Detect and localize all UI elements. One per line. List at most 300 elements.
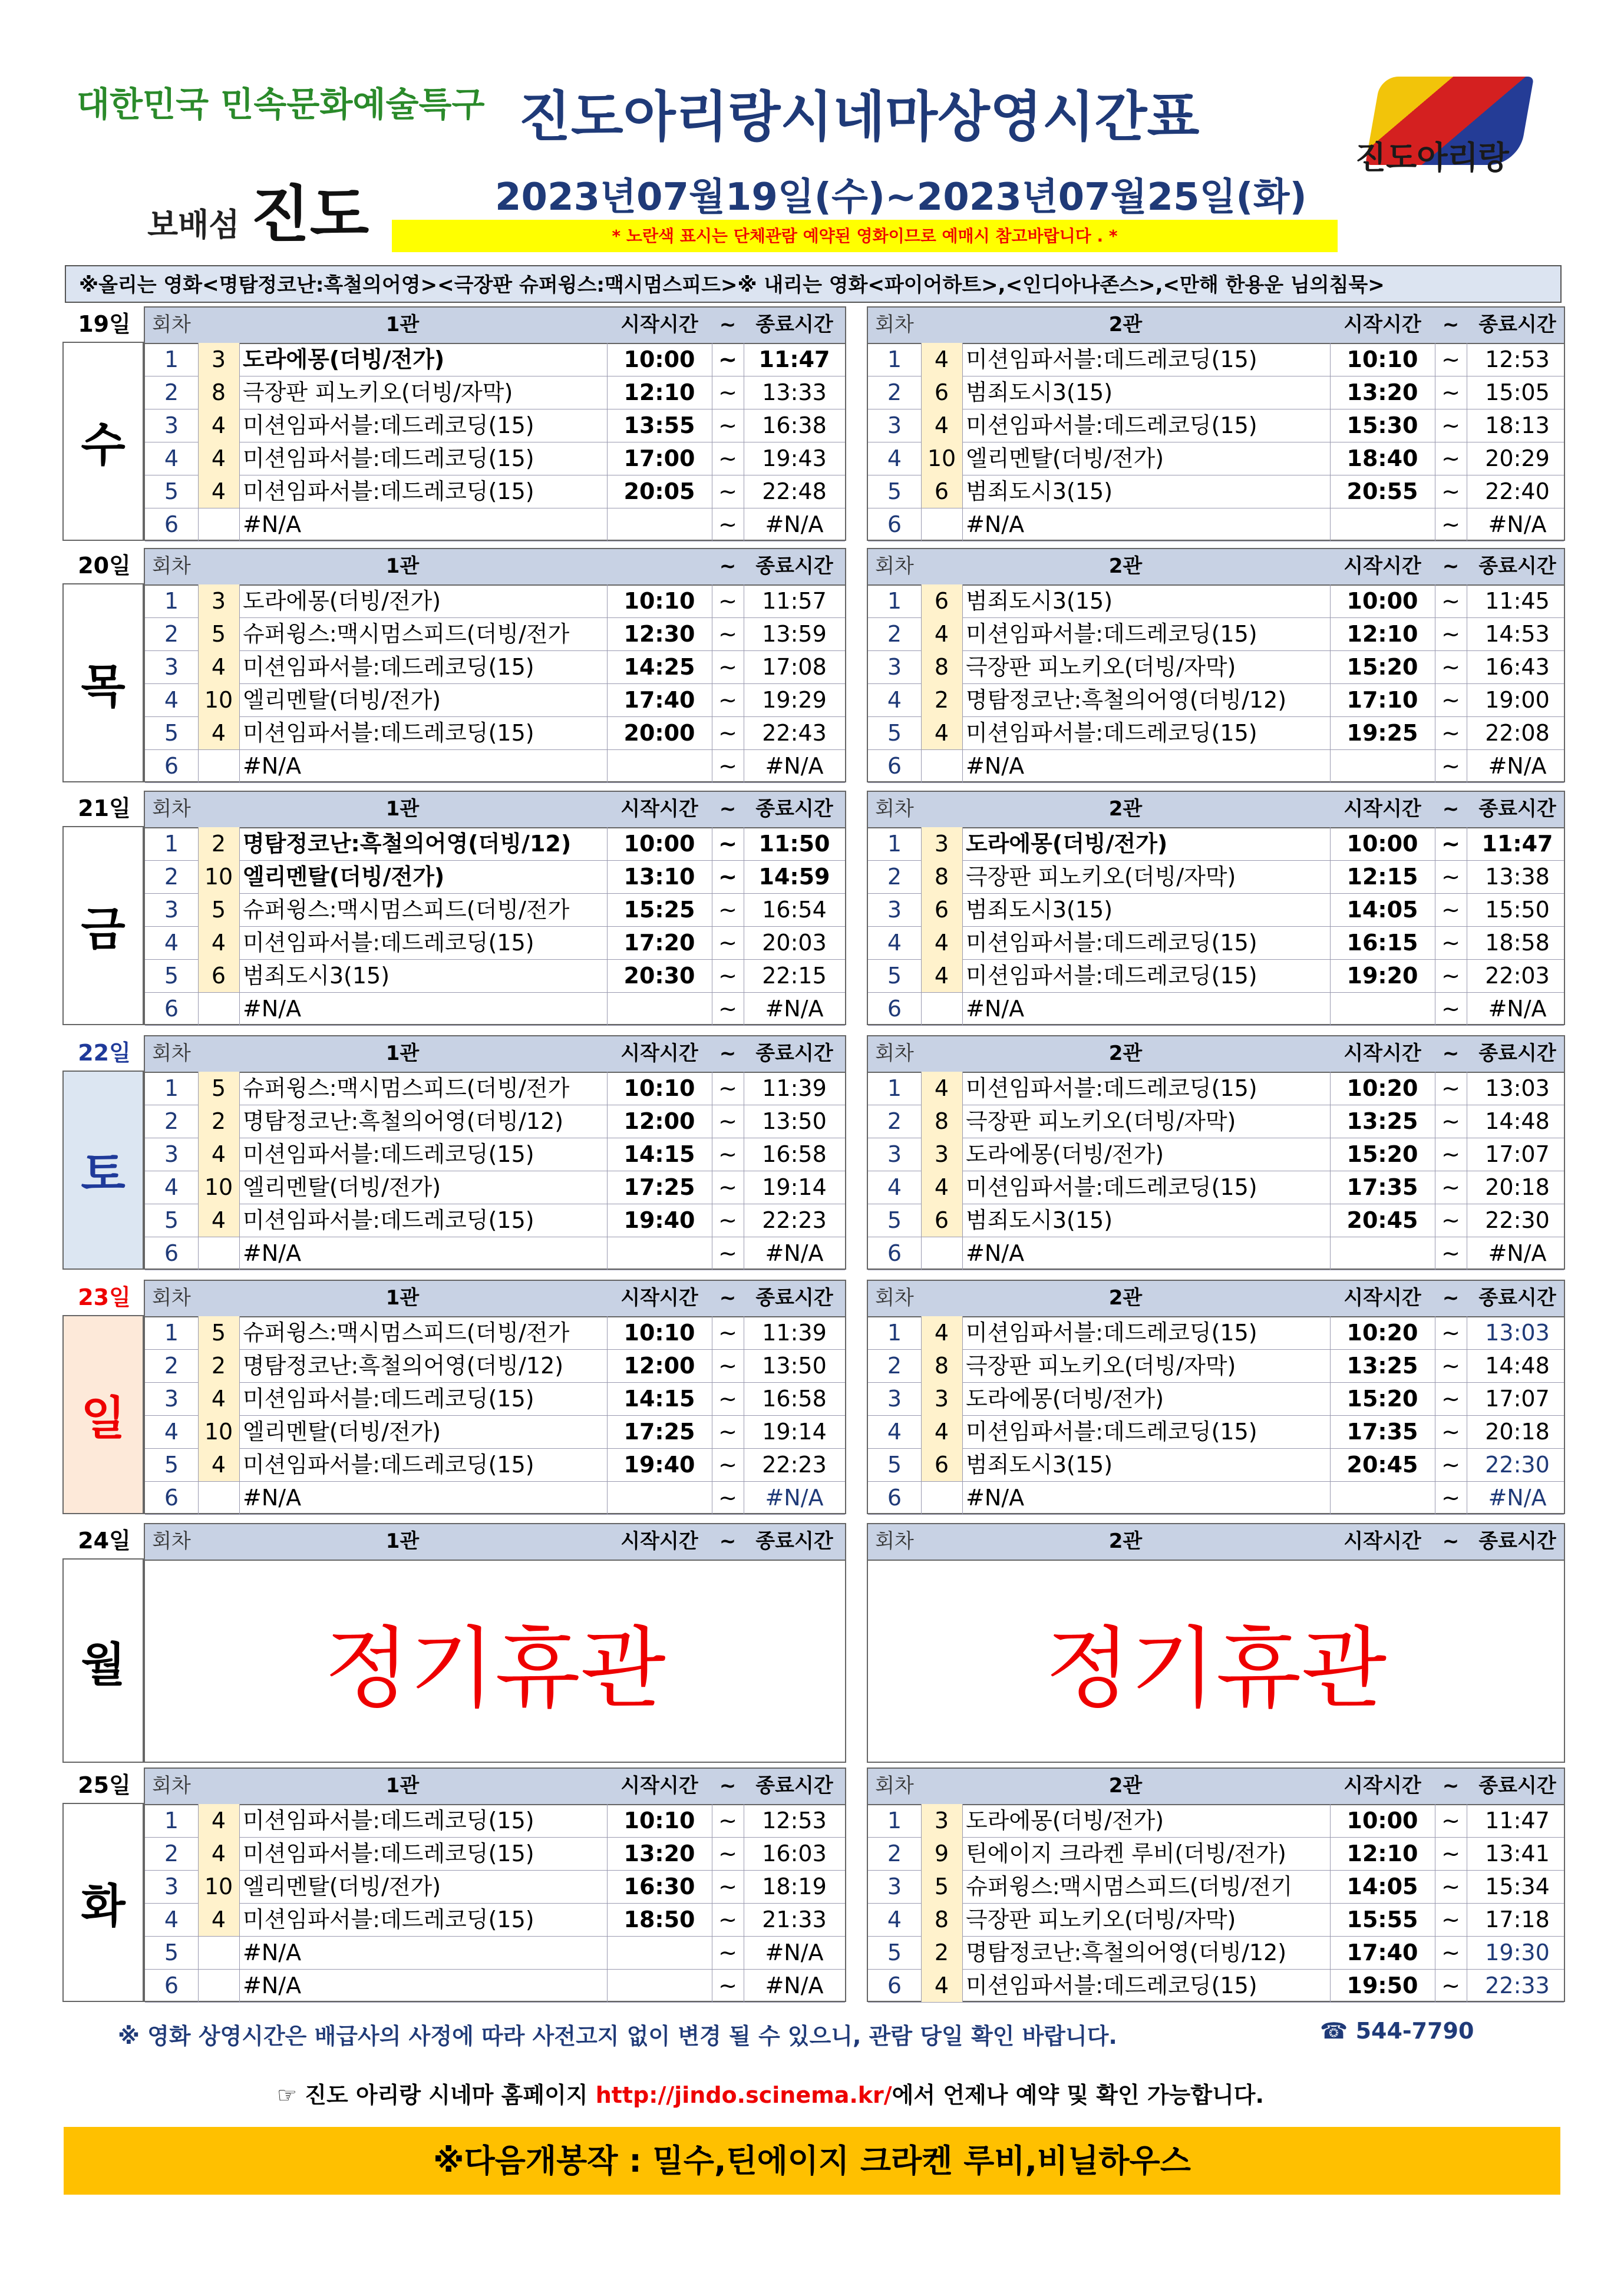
showtime-row[interactable]	[868, 1171, 1564, 1204]
start-time: 19:40	[623, 1452, 695, 1478]
start-time: 13:20	[623, 1841, 695, 1866]
start-time: 17:25	[623, 1174, 695, 1200]
cell-divider	[1330, 508, 1331, 541]
cell-divider	[239, 716, 240, 749]
cell-divider	[921, 860, 922, 893]
showtime-row[interactable]	[868, 343, 1564, 376]
cell-divider	[239, 650, 240, 683]
cell-divider	[921, 1105, 922, 1138]
showtime-row[interactable]	[868, 683, 1564, 717]
showtime-row[interactable]	[868, 1870, 1564, 1904]
start-time: 19:25	[1346, 720, 1418, 746]
regular-closure-text: 정기휴관	[324, 1617, 666, 1720]
column-tilde: ~	[719, 797, 737, 821]
time-separator: ~	[1441, 478, 1460, 504]
hall-header-row	[868, 1769, 1564, 1805]
end-time: #N/A	[1488, 1240, 1547, 1266]
hall-header-row	[868, 549, 1564, 586]
cell-divider	[239, 1804, 240, 1837]
end-time: 14:59	[758, 864, 830, 890]
cell-divider	[921, 1481, 922, 1514]
showtime-row[interactable]	[868, 1481, 1564, 1515]
end-time: 19:29	[762, 687, 827, 713]
round-number: 3	[164, 412, 179, 438]
cell-divider	[962, 409, 963, 442]
movie-title: 틴에이지 크라켄 루비(더빙/전가)	[966, 1841, 1286, 1866]
end-time: #N/A	[765, 1240, 824, 1266]
round-number: 2	[164, 379, 179, 405]
movie-title: 미션임파서블:데드레코딩(15)	[243, 1141, 534, 1167]
cell-divider	[1330, 749, 1331, 782]
round-number: 3	[887, 412, 902, 438]
round-number: 6	[164, 753, 179, 779]
showtime-row[interactable]	[145, 1415, 845, 1449]
showtime-row[interactable]	[145, 1382, 845, 1416]
column-start: 시작시간	[1344, 797, 1421, 821]
cell-divider	[198, 1448, 199, 1481]
showtime-row[interactable]	[145, 475, 845, 508]
screen-number: 6	[198, 959, 239, 992]
column-start: 시작시간	[620, 797, 698, 821]
time-separator: ~	[1441, 1808, 1460, 1834]
cell-divider	[1330, 893, 1331, 926]
cell-divider	[962, 442, 963, 475]
column-round: 회차	[152, 797, 191, 821]
screen-number: 4	[198, 409, 239, 442]
showtime-row[interactable]	[868, 1448, 1564, 1482]
round-number: 5	[887, 1940, 902, 1965]
cell-divider	[962, 683, 963, 716]
showtime-row[interactable]	[145, 683, 845, 717]
round-number: 5	[164, 720, 179, 746]
start-time: 20:00	[623, 720, 695, 746]
showtime-row[interactable]	[868, 442, 1564, 475]
showtime-row[interactable]	[868, 617, 1564, 651]
cell-divider	[962, 749, 963, 782]
time-separator: ~	[718, 1485, 737, 1511]
cell-divider	[1330, 1072, 1331, 1105]
cell-divider	[198, 926, 199, 959]
cell-divider	[198, 1171, 199, 1204]
screen-number	[198, 1936, 239, 1969]
showtime-row[interactable]	[145, 827, 845, 861]
start-time: 12:00	[623, 1353, 695, 1379]
end-time: 17:07	[1485, 1141, 1550, 1167]
hall-name: 2관	[1108, 1042, 1143, 1065]
cell-divider	[198, 1138, 199, 1171]
screen-number: 8	[921, 860, 962, 893]
column-start: 시작시간	[1344, 1529, 1421, 1553]
showtime-row[interactable]	[145, 1969, 845, 2003]
end-time: 13:59	[762, 621, 827, 647]
showtime-row[interactable]	[868, 1382, 1564, 1416]
showtime-row[interactable]	[145, 409, 845, 442]
cell-divider	[607, 1349, 608, 1382]
time-separator: ~	[718, 1841, 737, 1866]
column-end: 종료시간	[1478, 1042, 1556, 1065]
start-time: 12:10	[1346, 1841, 1418, 1866]
column-end: 종료시간	[755, 1529, 833, 1553]
start-time: 15:55	[1346, 1907, 1418, 1932]
round-number: 4	[887, 930, 902, 956]
district-logo-small: 보배섬	[147, 206, 240, 243]
cell-divider	[962, 1903, 963, 1936]
showtime-row[interactable]	[868, 409, 1564, 442]
round-number: 1	[164, 1808, 179, 1834]
cell-divider	[921, 716, 922, 749]
cell-divider	[1330, 1204, 1331, 1237]
round-number: 4	[164, 1907, 179, 1932]
cell-divider	[921, 1237, 922, 1270]
end-time: 22:15	[762, 963, 827, 989]
cell-divider	[1330, 376, 1331, 409]
cell-divider	[607, 617, 608, 650]
movie-title: 슈퍼윙스:맥시멈스피드(더빙/전가	[243, 897, 570, 923]
cell-divider	[962, 650, 963, 683]
screen-number: 6	[921, 376, 962, 409]
cell-divider	[921, 617, 922, 650]
cell-divider	[962, 1481, 963, 1514]
homepage-suffix: 에서 언제나 예약 및 확인 가능합니다.	[892, 2082, 1264, 2108]
column-end: 종료시간	[1478, 797, 1556, 821]
showtime-row[interactable]	[868, 1105, 1564, 1138]
column-round: 회차	[875, 313, 914, 336]
showtime-row[interactable]	[145, 1448, 845, 1482]
cell-divider	[1330, 1105, 1331, 1138]
round-number: 4	[164, 1419, 179, 1445]
end-time: 16:54	[762, 897, 827, 923]
showtime-row[interactable]	[868, 749, 1564, 783]
showtime-row[interactable]	[868, 893, 1564, 927]
cell-divider	[1330, 650, 1331, 683]
showtime-row[interactable]	[145, 1171, 845, 1204]
showtime-row[interactable]	[145, 893, 845, 927]
cell-divider	[198, 409, 199, 442]
time-separator: ~	[1441, 1419, 1460, 1445]
cell-divider	[239, 893, 240, 926]
showtime-row[interactable]	[145, 1349, 845, 1383]
showtime-row[interactable]	[868, 1072, 1564, 1105]
showtime-row[interactable]	[868, 716, 1564, 750]
movie-title: 범죄도시3(15)	[966, 379, 1113, 405]
showtime-row[interactable]	[868, 992, 1564, 1026]
end-time: 13:03	[1485, 1075, 1550, 1101]
showtime-row[interactable]	[145, 1481, 845, 1515]
column-start	[607, 549, 712, 583]
round-number: 2	[887, 1841, 902, 1866]
start-time: 15:30	[1346, 412, 1418, 438]
round-number: 6	[887, 1973, 902, 1998]
showtime-row[interactable]	[868, 1138, 1564, 1171]
showtime-row[interactable]	[145, 343, 845, 376]
showtime-row[interactable]	[145, 716, 845, 750]
showtime-row[interactable]	[145, 1237, 845, 1270]
start-time: 10:10	[623, 1808, 695, 1834]
round-number: 4	[164, 1174, 179, 1200]
round-number: 6	[887, 511, 902, 537]
time-separator: ~	[1441, 1485, 1460, 1511]
cell-divider	[198, 1072, 199, 1105]
start-time	[1330, 749, 1435, 782]
cell-divider	[198, 617, 199, 650]
cell-divider	[921, 827, 922, 860]
showtime-row[interactable]	[145, 1204, 845, 1237]
end-time: 11:39	[762, 1320, 827, 1346]
showtime-row[interactable]	[145, 992, 845, 1026]
page-title: 진도아리랑시네마상영시간표	[519, 85, 1200, 148]
round-number: 3	[887, 654, 902, 680]
cell-divider	[607, 343, 608, 376]
end-time: 20:29	[1485, 445, 1550, 471]
movie-title: #N/A	[966, 1240, 1025, 1266]
cell-divider	[607, 1448, 608, 1481]
showtime-row[interactable]	[145, 1870, 845, 1904]
start-time: 10:00	[623, 346, 695, 372]
showtime-row[interactable]	[868, 1237, 1564, 1270]
end-time: #N/A	[765, 511, 824, 537]
movie-title: 엘리멘탈(더빙/전가)	[243, 687, 441, 713]
showtime-row[interactable]	[145, 650, 845, 684]
movie-title: 미션임파서블:데드레코딩(15)	[966, 412, 1257, 438]
showtime-row[interactable]	[868, 860, 1564, 894]
showtime-row[interactable]	[145, 959, 845, 993]
cell-divider	[1330, 926, 1331, 959]
column-round: 회차	[875, 554, 914, 578]
cell-divider	[239, 1870, 240, 1903]
start-time: 15:20	[1346, 1141, 1418, 1167]
movie-title: 미션임파서블:데드레코딩(15)	[243, 930, 534, 956]
time-separator: ~	[718, 1874, 737, 1899]
time-separator: ~	[718, 963, 737, 989]
time-separator: ~	[1441, 588, 1460, 614]
cell-divider	[198, 650, 199, 683]
movie-title: 극장판 피노키오(더빙/자막)	[966, 1353, 1236, 1379]
homepage-link[interactable]: http://jindo.scinema.kr/	[595, 2082, 892, 2108]
column-tilde: ~	[719, 1774, 737, 1798]
end-time: 22:03	[1485, 963, 1550, 989]
column-end: 종료시간	[1478, 1529, 1556, 1553]
column-start: 시작시간	[620, 1774, 698, 1798]
cell-divider	[921, 1936, 922, 1969]
cell-divider	[1330, 992, 1331, 1025]
cell-divider	[239, 1072, 240, 1105]
screen-number	[198, 1481, 239, 1514]
hall-name: 1관	[385, 1042, 420, 1065]
day-date-label: 22일	[78, 1040, 131, 1066]
showtime-row[interactable]	[145, 749, 845, 783]
cell-divider	[921, 1870, 922, 1903]
cell-divider	[962, 1382, 963, 1415]
showtime-row[interactable]	[868, 508, 1564, 541]
column-tilde: ~	[1442, 554, 1460, 578]
hall-header-row	[868, 1524, 1564, 1561]
cell-divider	[1330, 1903, 1331, 1936]
showtime-row[interactable]	[868, 1969, 1564, 2003]
screen-number: 2	[198, 827, 239, 860]
movie-title: #N/A	[243, 753, 302, 779]
cell-divider	[198, 1316, 199, 1349]
time-separator: ~	[1441, 654, 1460, 680]
start-time: 20:55	[1346, 478, 1418, 504]
start-time: 12:30	[623, 621, 695, 647]
movie-title: 도라에몽(더빙/전가)	[966, 1386, 1164, 1412]
end-time: 16:43	[1485, 654, 1550, 680]
start-time: 19:40	[623, 1207, 695, 1233]
round-number: 4	[887, 1907, 902, 1932]
showtime-row[interactable]	[868, 1349, 1564, 1383]
end-time: 18:19	[762, 1874, 827, 1899]
screen-number: 4	[921, 716, 962, 749]
round-number: 2	[164, 1353, 179, 1379]
cell-divider	[921, 683, 922, 716]
start-time	[607, 1969, 712, 2002]
cell-divider	[607, 992, 608, 1025]
cell-divider	[239, 1903, 240, 1936]
column-start: 시작시간	[620, 1286, 698, 1310]
showtime-row[interactable]	[145, 860, 845, 894]
showtime-row[interactable]	[145, 1936, 845, 1970]
cell-divider	[921, 1448, 922, 1481]
screen-number: 10	[198, 1870, 239, 1903]
screen-number: 4	[921, 1969, 962, 2002]
showtime-row[interactable]	[868, 827, 1564, 861]
movie-title: 미션임파서블:데드레코딩(15)	[243, 1907, 534, 1932]
cell-divider	[962, 1870, 963, 1903]
column-start: 시작시간	[1344, 313, 1421, 336]
start-time: 15:20	[1346, 1386, 1418, 1412]
time-separator: ~	[1441, 1973, 1460, 1998]
cell-divider	[607, 584, 608, 617]
showtime-row[interactable]	[868, 1903, 1564, 1937]
showtime-row[interactable]	[145, 442, 845, 475]
cell-divider	[239, 475, 240, 508]
cell-divider	[239, 1204, 240, 1237]
round-number: 2	[887, 379, 902, 405]
hall-header-row	[145, 1769, 845, 1805]
cell-divider	[962, 617, 963, 650]
screen-number: 4	[921, 959, 962, 992]
showtime-row[interactable]	[145, 1316, 845, 1350]
cell-divider	[607, 827, 608, 860]
showtime-row[interactable]	[868, 584, 1564, 618]
start-time: 10:10	[623, 588, 695, 614]
movie-title: 미션임파서블:데드레코딩(15)	[966, 1075, 1257, 1101]
showtime-row[interactable]	[868, 376, 1564, 409]
column-start: 시작시간	[620, 1529, 698, 1553]
round-number: 5	[164, 963, 179, 989]
time-separator: ~	[718, 346, 737, 372]
column-end: 종료시간	[1478, 554, 1556, 578]
round-number: 1	[164, 588, 179, 614]
showtime-row[interactable]	[145, 1105, 845, 1138]
showtime-row[interactable]	[868, 1316, 1564, 1350]
showtime-row[interactable]	[868, 926, 1564, 960]
cell-divider	[1330, 1237, 1331, 1270]
weekday-label: 화	[62, 1803, 144, 2002]
round-number: 5	[887, 1452, 902, 1478]
cell-divider	[962, 1415, 963, 1448]
round-number: 2	[887, 864, 902, 890]
cell-divider	[607, 959, 608, 992]
showtime-row[interactable]	[145, 584, 845, 618]
time-separator: ~	[1441, 445, 1460, 471]
screen-number	[198, 992, 239, 1025]
hall-2-table	[867, 548, 1565, 782]
start-time: 12:10	[1346, 621, 1418, 647]
end-time: #N/A	[765, 753, 824, 779]
showtime-row[interactable]	[868, 1837, 1564, 1871]
showtime-row[interactable]	[145, 1138, 845, 1171]
time-separator: ~	[1441, 1240, 1460, 1266]
screen-number: 5	[198, 1072, 239, 1105]
start-time: 12:15	[1346, 864, 1418, 890]
showtime-row[interactable]	[868, 1804, 1564, 1838]
cell-divider	[1330, 1382, 1331, 1415]
showtime-row[interactable]	[868, 1415, 1564, 1449]
movie-title: 엘리멘탈(더빙/전가)	[243, 1419, 441, 1445]
showtime-row[interactable]	[145, 1804, 845, 1838]
district-logo-line1	[77, 77, 485, 126]
cell-divider	[607, 893, 608, 926]
showtime-row[interactable]	[868, 1204, 1564, 1237]
cell-divider	[239, 1969, 240, 2002]
time-separator: ~	[1441, 1320, 1460, 1346]
movie-title: 범죄도시3(15)	[966, 1207, 1113, 1233]
showtime-row[interactable]	[145, 1837, 845, 1871]
cell-divider	[239, 1936, 240, 1969]
round-number: 6	[164, 1240, 179, 1266]
round-number: 3	[164, 1141, 179, 1167]
showtime-row[interactable]	[145, 617, 845, 651]
hall-header-row	[868, 1036, 1564, 1073]
column-round: 회차	[152, 1286, 191, 1310]
showtime-row[interactable]	[868, 475, 1564, 508]
time-separator: ~	[1441, 1075, 1460, 1101]
showtime-row[interactable]	[868, 959, 1564, 993]
weekday-label: 수	[62, 342, 144, 541]
round-number: 2	[887, 621, 902, 647]
cell-divider	[921, 376, 922, 409]
showtime-row[interactable]	[868, 1936, 1564, 1970]
hall-1-table	[144, 791, 846, 1025]
round-number: 5	[164, 1940, 179, 1965]
hall-1-table	[144, 1768, 846, 2002]
cell-divider	[239, 1415, 240, 1448]
cell-divider	[962, 1204, 963, 1237]
cell-divider	[962, 1316, 963, 1349]
hall-2-table	[867, 791, 1565, 1025]
end-time: 13:41	[1485, 1841, 1550, 1866]
start-time: 13:25	[1346, 1353, 1418, 1379]
cell-divider	[962, 827, 963, 860]
showtime-row[interactable]	[868, 650, 1564, 684]
cell-divider	[607, 1171, 608, 1204]
showtime-row[interactable]	[145, 1072, 845, 1105]
showtime-row[interactable]	[145, 508, 845, 541]
movie-title: 명탐정코난:흑철의어영(더빙/12)	[243, 831, 572, 857]
cell-divider	[921, 343, 922, 376]
showtime-row[interactable]	[145, 1903, 845, 1937]
time-separator: ~	[718, 1141, 737, 1167]
time-separator: ~	[1441, 864, 1460, 890]
cell-divider	[239, 1448, 240, 1481]
time-separator: ~	[1441, 1940, 1460, 1965]
showtime-row[interactable]	[145, 376, 845, 409]
round-number: 4	[887, 445, 902, 471]
showtime-row[interactable]	[145, 926, 845, 960]
hall-1-table	[144, 1523, 846, 1763]
cell-divider	[962, 959, 963, 992]
